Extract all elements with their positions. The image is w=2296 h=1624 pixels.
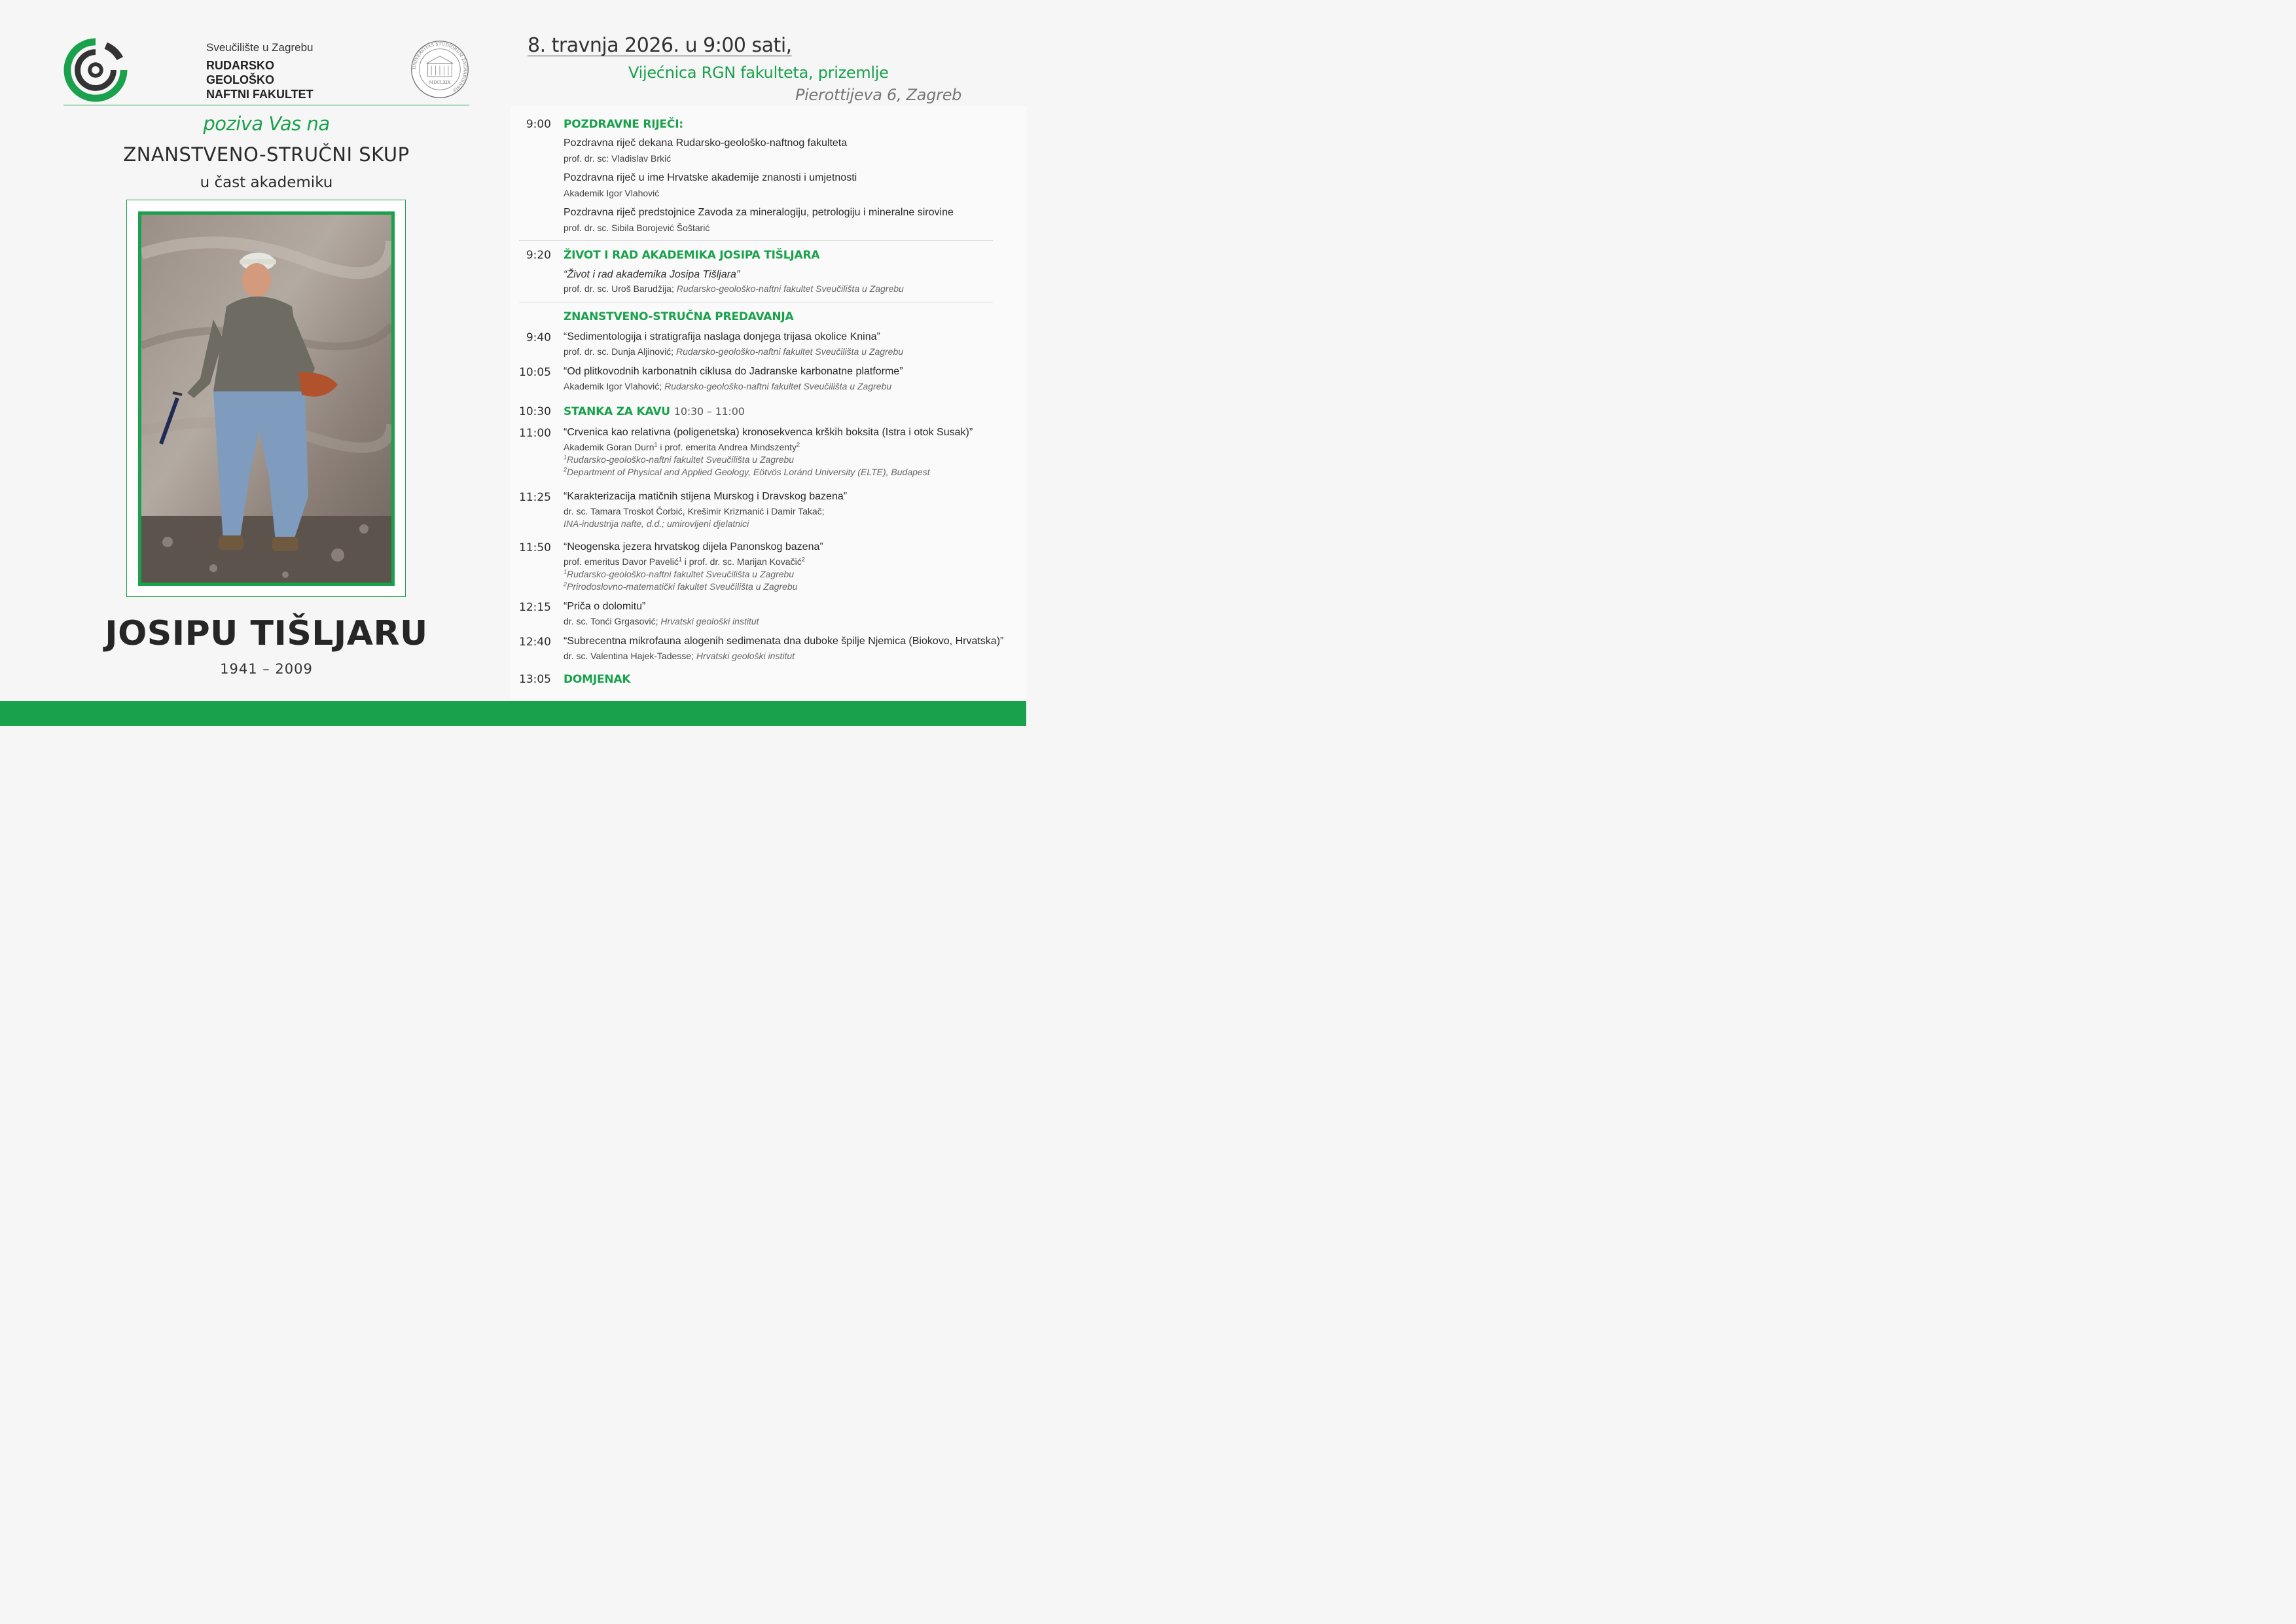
talk-title: “Crvenica kao relativna (poligenetska) kronosekvenca krških boksita (Istra i otok Susak)”: [564, 427, 973, 438]
divider: [519, 240, 993, 241]
speaker: Akademik Igor Vlahović;: [564, 381, 665, 391]
speaker: Akademik Goran Durn: [564, 442, 655, 452]
speaker: i prof. emerita Andrea Mindszenty: [657, 442, 797, 452]
speaker-line: [564, 556, 805, 567]
affiliation: Hrvatski geološki institut: [660, 616, 759, 626]
break-line: [564, 405, 745, 418]
footnote-mark: 2: [801, 556, 805, 563]
footnote-mark: 1: [654, 441, 658, 448]
speaker: prof. dr. sc. Sibila Borojević Šoštarić: [564, 223, 710, 233]
talk-title: “Neogenska jezera hrvatskog dijela Panonskog bazena”: [564, 541, 823, 552]
talk-title: “Karakterizacija matičnih stijena Murskog i Dravskog bazena”: [564, 491, 848, 502]
footer-bar: [0, 701, 1026, 726]
section-title: STANKA ZA KAVU: [564, 405, 670, 418]
affiliation: Rudarsko-geološko-naftni fakultet Sveučilišta u Zagrebu: [664, 381, 892, 391]
seal-text: UNIVERSITAS STUDIORUM ZAGRABIENSIS: [412, 41, 468, 94]
affiliation: Rudarsko-geološko-naftni fakultet Sveučilišta u Zagrebu: [567, 454, 795, 465]
talk-title: “Od plitkovodnih karbonatnih ciklusa do Jadranske karbonatne platforme”: [564, 366, 903, 377]
talk-title: Pozdravna riječ predstojnice Zavoda za mineralogiju, petrologiju i mineralne sirovine: [564, 207, 954, 218]
time-label: 12:15: [519, 601, 551, 614]
speaker-line: [564, 651, 795, 661]
speaker: i prof. dr. sc. Marijan Kovačić: [681, 556, 802, 567]
footnote-mark: 1: [564, 568, 567, 575]
speaker-line: [564, 616, 759, 626]
footnote-mark: 2: [564, 581, 567, 588]
footnote-mark: 1: [564, 454, 567, 461]
photo-frame: [126, 200, 406, 597]
speaker: prof. dr. sc. Uroš Barudžija;: [564, 283, 677, 294]
talk-title: Pozdravna riječ dekana Rudarsko-geološko-naftnog fakulteta: [564, 137, 848, 149]
time-label: 11:50: [519, 541, 551, 554]
time-label: 9:20: [526, 249, 551, 262]
speaker: Akademik Igor Vlahović: [564, 188, 660, 198]
break-time-range: 10:30 – 11:00: [673, 405, 745, 418]
footnote-mark: 2: [564, 466, 567, 473]
invite-line: poziva Vas na: [203, 113, 330, 135]
affiliation: Prirodoslovno-matematički fakultet Sveučilišta u Zagrebu: [567, 581, 798, 592]
time-label: 9:40: [526, 331, 551, 344]
event-date: 8. travnja 2026. u 9:00 sati,: [528, 34, 792, 57]
affiliation-line: [564, 454, 794, 465]
footnote-mark: 1: [678, 556, 682, 563]
time-label: 11:00: [519, 427, 551, 440]
footnote-mark: 2: [796, 441, 800, 448]
section-title: POZDRAVNE RIJEČI:: [564, 118, 683, 131]
event-type: ZNANSTVENO-STRUČNI SKUP: [123, 143, 410, 166]
section-title: ZNANSTVENO-STRUČNA PREDAVANJA: [564, 310, 794, 323]
faculty-name-line: NAFTNI FAKULTET: [206, 88, 314, 101]
affiliation-line: [564, 467, 930, 477]
talk-title: “Subrecentna mikrofauna alogenih sedimenata dna duboke špilje Njemica (Biokovo, Hrvatska)”: [564, 636, 1004, 647]
affiliation-line: [564, 569, 794, 579]
honoree-name: JOSIPU TIŠLJARU: [105, 614, 428, 653]
section-title: DOMJENAK: [564, 673, 631, 686]
faculty-logo: [63, 38, 128, 102]
section-title: ŽIVOT I RAD AKADEMIKA JOSIPA TIŠLJARA: [564, 249, 820, 262]
event-venue: Vijećnica RGN fakulteta, prizemlje: [628, 63, 889, 82]
speaker: prof. emeritus Davor Pavelić: [564, 556, 679, 567]
university-seal: [410, 39, 470, 99]
talk-title: “Priča o dolomitu”: [564, 601, 646, 612]
university-name: Sveučilište u Zagrebu: [206, 41, 314, 54]
time-label: 10:30: [519, 405, 551, 418]
time-label: 12:40: [519, 636, 551, 649]
honoree-years: 1941 – 2009: [220, 661, 313, 677]
seal-year: MDCLXIX: [429, 80, 451, 86]
speaker-line: [564, 381, 891, 391]
faculty-name-line: GEOLOŠKO: [206, 73, 275, 86]
speaker: dr. sc. Valentina Hajek-Tadesse;: [564, 651, 696, 661]
affiliation: Rudarsko-geološko-naftni fakultet Sveučilišta u Zagrebu: [675, 346, 904, 357]
faculty-name-line: RUDARSKO: [206, 59, 275, 72]
affiliation: Rudarsko-geološko-naftni fakultet Sveučilišta u Zagrebu: [676, 283, 904, 294]
honoree-photo: [138, 211, 395, 586]
speaker: prof. dr. sc: Vladislav Brkić: [564, 153, 672, 164]
time-label: 9:00: [526, 118, 551, 131]
talk-title: “Život i rad akademika Josipa Tišljara”: [564, 269, 740, 280]
affiliation: Department of Physical and Applied Geology, Eötvös Loránd University (ELTE), Budapest: [567, 467, 930, 477]
time-label: 10:05: [519, 366, 551, 379]
event-address: Pierottijeva 6, Zagreb: [795, 86, 962, 104]
talk-title: “Sedimentologija i stratigrafija naslaga donjega trijasa okolice Knina”: [564, 331, 880, 342]
speaker-line: [564, 283, 904, 294]
speaker: prof. dr. sc. Dunja Aljinović;: [564, 346, 676, 357]
affiliation: INA-industrija nafte, d.d.; umirovljeni djelatnici: [564, 518, 749, 529]
speaker: dr. sc. Tamara Troskot Čorbić, Krešimir Krizmanić i Damir Takač;: [564, 506, 825, 516]
talk-title: Pozdravna riječ u ime Hrvatske akademije znanosti i umjetnosti: [564, 172, 857, 183]
affiliation: Rudarsko-geološko-naftni fakultet Sveučilišta u Zagrebu: [567, 569, 795, 579]
time-label: 11:25: [519, 491, 551, 504]
affiliation: Hrvatski geološki institut: [696, 651, 795, 661]
affiliation-line: [564, 581, 798, 592]
speaker-line: [564, 442, 800, 452]
faculty-name: [206, 58, 314, 101]
speaker: dr. sc. Tonći Grgasović;: [564, 616, 661, 626]
speaker-line: [564, 346, 903, 357]
time-label: 13:05: [519, 673, 551, 686]
honor-line: u čast akademiku: [200, 174, 333, 191]
